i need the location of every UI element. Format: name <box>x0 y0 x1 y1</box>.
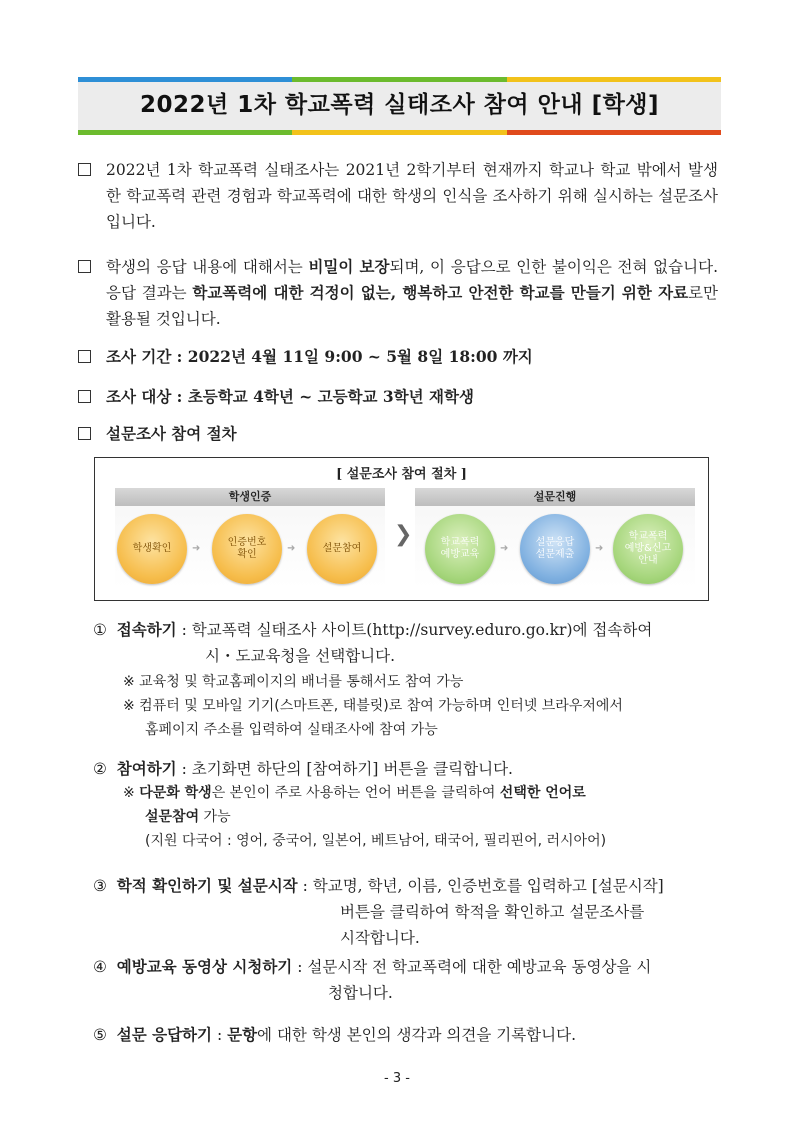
step-report-guide: 학교폭력 예방&신고 안내 <box>613 514 683 584</box>
step-1-note-1: ※ 교육청 및 학교홈페이지의 배너를 통해서도 참여 가능 <box>123 674 464 690</box>
checkbox-bullet-icon <box>78 260 91 273</box>
page-number: - 3 - <box>384 1071 410 1086</box>
step-2: ② 참여하기 : 초기화면 하단의 [참여하기] 버튼을 클릭합니다. <box>93 759 513 778</box>
checkbox-bullet-icon <box>78 427 91 440</box>
diagram-title: [ 설문조사 참여 절차 ] <box>336 467 467 482</box>
step-1-note-2-cont: 홈페이지 주소를 입력하여 실태조사에 참여 가능 <box>145 722 438 738</box>
chevron-right-icon: ➜ <box>595 543 604 554</box>
step-survey-submit: 설문응답 설문제출 <box>520 514 590 584</box>
procedure-diagram <box>94 457 709 601</box>
chevron-right-icon: ❯ <box>394 522 413 547</box>
checkbox-bullet-icon <box>78 163 91 176</box>
survey-period: 조사 기간 : 2022년 4월 11일 9:00 ~ 5월 8일 18:00 까지 <box>78 344 718 370</box>
step-4-cont: 청합니다. <box>328 984 393 1002</box>
step-3-cont-1: 버튼을 클릭하여 학적을 확인하고 설문조사를 <box>340 903 645 921</box>
title-top-bar <box>78 77 721 82</box>
title-bottom-bar <box>78 130 721 135</box>
step-2-note-cont: 설문참여 가능 <box>145 809 231 825</box>
step-student-check: 학생확인 <box>117 514 187 584</box>
page-title: 2022년 1차 학교폭력 실태조사 참여 안내 [학생] <box>139 92 660 118</box>
step-5: ⑤ 설문 응답하기 : 문항에 대한 학생 본인의 생각과 의견을 기록합니다. <box>93 1025 577 1044</box>
step-3-cont-2: 시작합니다. <box>340 929 420 947</box>
step-1: ① 접속하기 : 학교폭력 실태조사 사이트(http://survey.eduro.go.kr)에 접속하여 <box>93 620 653 639</box>
chevron-right-icon: ➜ <box>287 543 296 554</box>
procedure-heading: 설문조사 참여 절차 <box>78 421 718 447</box>
chevron-right-icon: ➜ <box>500 543 509 554</box>
step-1-note-2: ※ 컴퓨터 및 모바일 기기(스마트폰, 태블릿)로 참여 가능하며 인터넷 브라우저에서 <box>123 698 623 714</box>
step-survey-join: 설문참여 <box>307 514 377 584</box>
step-2-note: ※ 다문화 학생은 본인이 주로 사용하는 언어 버튼을 클릭하여 선택한 언어로 <box>123 785 586 801</box>
step-3: ③ 학적 확인하기 및 설문시작 : 학교명, 학년, 이름, 인증번호를 입력하고 [설문시작] <box>93 876 664 895</box>
chevron-right-icon: ➜ <box>192 543 201 554</box>
intro-paragraph-2: 학생의 응답 내용에 대해서는 비밀이 보장되며, 이 응답으로 인한 불이익은 전혀 없습니다. 응답 결과는 학교폭력에 대한 걱정이 없는, 행복하고 안전한 학교를 만들기 위한 자료로만 활용될 것입니다. <box>78 254 718 332</box>
survey-target: 조사 대상 : 초등학교 4학년 ~ 고등학교 3학년 재학생 <box>78 384 718 410</box>
group-label: 설문진행 <box>415 488 695 506</box>
title-banner <box>78 77 721 135</box>
checkbox-bullet-icon <box>78 350 91 363</box>
step-prevention-edu: 학교폭력 예방교육 <box>425 514 495 584</box>
step-1-cont: 시・도교육청을 선택합니다. <box>205 647 396 665</box>
step-auth-code: 인증번호 확인 <box>212 514 282 584</box>
step-4: ④ 예방교육 동영상 시청하기 : 설문시작 전 학교폭력에 대한 예방교육 동영상을 시 <box>93 957 652 976</box>
group-label: 학생인증 <box>115 488 385 506</box>
intro-paragraph-1: 2022년 1차 학교폭력 실태조사는 2021년 2학기부터 현재까지 학교나 학교 밖에서 발생한 학교폭력 관련 경험과 학교폭력에 대한 학생의 인식을 조사하기 위해 실시하는 설문조사입니다. <box>78 157 718 235</box>
step-2-languages: (지원 다국어 : 영어, 중국어, 일본어, 베트남어, 태국어, 필리핀어, 러시아어) <box>145 833 607 849</box>
checkbox-bullet-icon <box>78 390 91 403</box>
